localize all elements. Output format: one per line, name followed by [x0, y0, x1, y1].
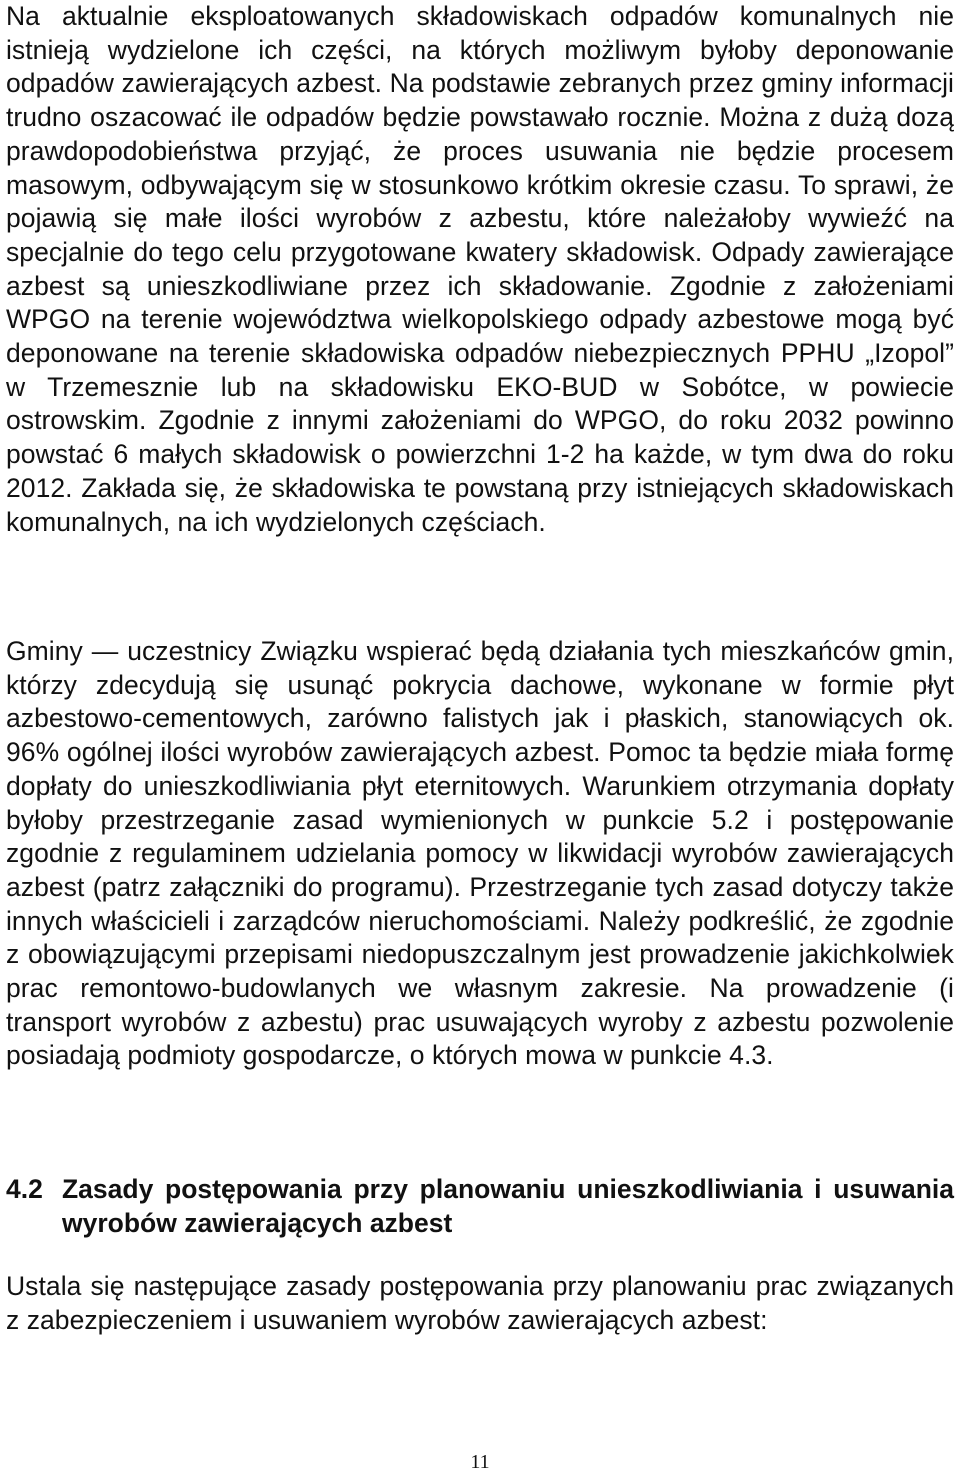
- section-number: 4.2: [6, 1174, 43, 1204]
- paragraph-municipal-support: Gminy — uczestnicy Związku wspierać będą działania tych mieszkańców gmin, którzy zdecydują się usunąć pokrycia dachowe, wykonane w formie płyt azbestowo-cementowych, zarówno falistych jak i płaskich, stanowiących ok. 96% ogólnej ilości wyrobów zawierających azbest. Pomoc ta będzie miała formę dopłaty do unieszkodliwiania płyt eternitowych. Warunkiem otrzymania dopłaty byłoby przestrzeganie zasad wymienionych w punkcie 5.2 i postępowanie zgodnie z regulaminem udzielania pomocy w likwidacji wyrobów zawierających azbest (patrz załączniki do programu). Przestrzeganie tych zasad dotyczy także innych właścicieli i zarządców nieruchomościami. Należy podkreślić, że zgodnie z obowiązującymi przepisami niedopuszczalnym jest prowadzenie jakichkolwiek prac remontowo-budowlanych we własnym zakresie. Na prowadzenie (i transport wyrobów z azbestu) prac usuwających wyroby z azbestu pozwolenie posiadają podmioty gospodarcze, o których mowa w punkcie 4.3.: [6, 636, 954, 1071]
- section-title: Zasady postępowania przy planowaniu unieszkodliwiania i usuwania wyrobów zawierających azbest: [62, 1174, 954, 1238]
- paragraph-rules-intro: Ustala się następujące zasady postępowania przy planowaniu prac związanych z zabezpieczeniem i usuwaniem wyrobów zawierających azbest:: [6, 1271, 954, 1335]
- page-number: 11: [470, 1451, 490, 1473]
- paragraph-landfills: Na aktualnie eksploatowanych składowiskach odpadów komunalnych nie istnieją wydzielone ich części, na których możliwym byłoby deponowanie odpadów zawierających azbest. Na podstawie zebranych przez gminy informacji trudno oszacować ile odpadów będzie powstawało rocznie. Można z dużą dozą prawdopodobieństwa przyjąć, że proces usuwania nie będzie procesem masowym, odbywającym się w stosunkowo krótkim okresie czasu. To sprawi, że pojawią się małe ilości wyrobów z azbestu, które należałoby wywieźć na specjalnie do tego celu przygotowane kwatery składowisk. Odpady zawierające azbest są unieszkodliwiane przez ich składowanie. Zgodnie z założeniami WPGO na terenie województwa wielkopolskiego odpady azbestowe mogą być deponowane na terenie składowiska odpadów niebezpiecznych PPHU „Izopol” w Trzemesznie lub na składowisku EKO-BUD w Sobótce, w powiecie ostrowskim. Zgodnie z innymi założeniami do WPGO, do roku 2032 powinno powstać 6 małych składowisk o powierzchni 1-2 ha każde, w tym dwa do roku 2012. Zakłada się, że składowiska te powstaną przy istniejących składowiskach komunalnych, na ich wydzielonych częściach.: [6, 1, 954, 537]
- section-heading: [6, 1173, 954, 1240]
